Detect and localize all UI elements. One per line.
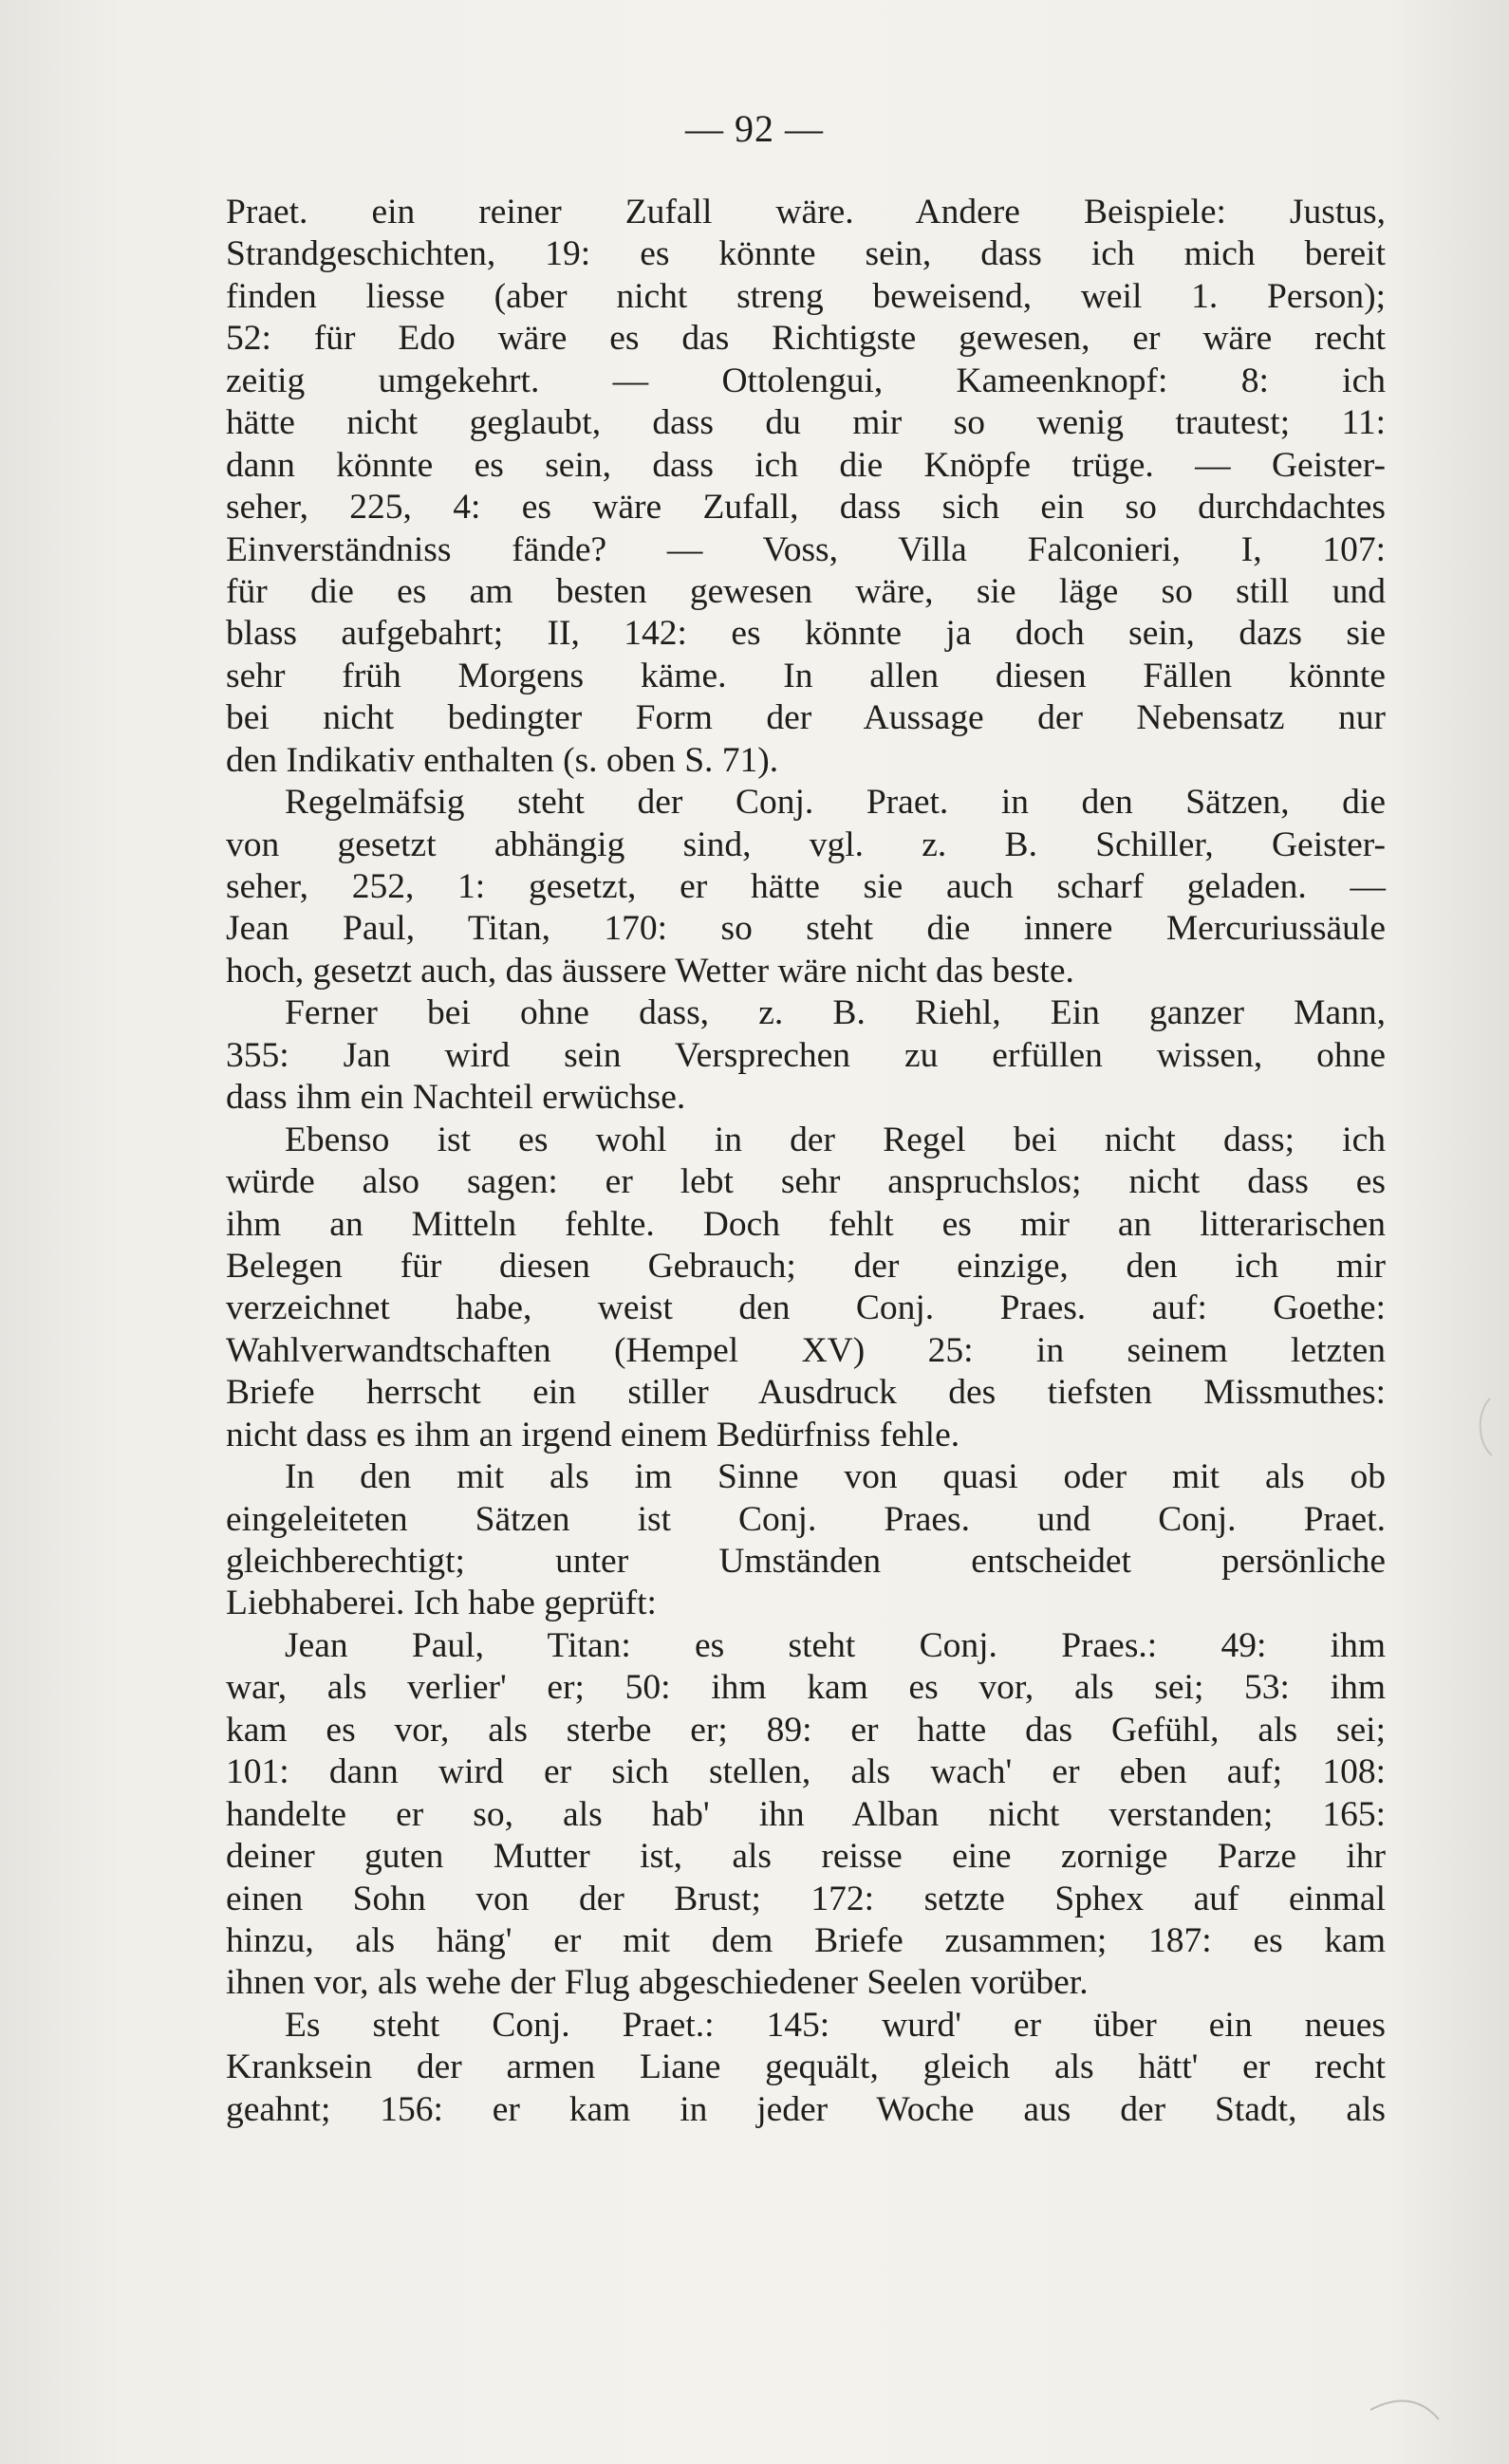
text-line: finden liesse (aber nicht streng beweisend, weil 1. Person); (226, 276, 1386, 316)
show-through-mark (1469, 1395, 1498, 1461)
text-line: hoch, gesetzt auch, das äussere Wetter wäre nicht das beste. (226, 951, 1074, 991)
text-line: Strandgeschichten, 19: es könnte sein, dass ich mich bereit (226, 234, 1386, 274)
text-line: verzeichnet habe, weist den Conj. Praes. auf: Goethe: (226, 1288, 1386, 1328)
text-line: 101: dann wird er sich stellen, als wach' er eben auf; 108: (226, 1752, 1386, 1792)
text-line: für die es am besten gewesen wäre, sie läge so still und (226, 571, 1386, 611)
text-line: hinzu, als häng' er mit dem Briefe zusammen; 187: es kam (226, 1920, 1386, 1960)
text-line: zeitig umgekehrt. — Ottolengui, Kameenknopf: 8: ich (226, 361, 1386, 400)
text-line: gleichberechtigt; unter Umständen entscheidet persönliche (226, 1542, 1386, 1581)
text-line: ihnen vor, als wehe der Flug abgeschiedener Seelen vorüber. (226, 1963, 1089, 2003)
text-line: kam es vor, als sterbe er; 89: er hatte das Gefühl, als sei; (226, 1710, 1386, 1750)
text-line: hätte nicht geglaubt, dass du mir so wenig trautest; 11: (226, 403, 1386, 443)
text-line: ihm an Mitteln fehlte. Doch fehlt es mir an litterarischen (226, 1204, 1386, 1244)
text-line: Briefe herrscht ein stiller Ausdruck des tiefsten Missmuthes: (226, 1373, 1386, 1413)
text-line: war, als verlier' er; 50: ihm kam es vor, als sei; 53: ihm (226, 1668, 1386, 1708)
text-line: seher, 225, 4: es wäre Zufall, dass sich ein so durchdachtes (226, 488, 1386, 528)
text-line: dass ihm ein Nachteil erwüchse. (226, 1078, 686, 1118)
text-line: deiner guten Mutter ist, als reisse eine zornige Parze ihr (226, 1837, 1386, 1877)
text-line: Liebhaberei. Ich habe geprüft: (226, 1584, 657, 1623)
text-line: den Indikativ enthalten (s. oben S. 71). (226, 740, 779, 780)
text-line: seher, 252, 1: gesetzt, er hätte sie auch scharf geladen. — (226, 867, 1386, 906)
paragraph-start: In den mit als im Sinne von quasi oder mit als ob (285, 1457, 1386, 1497)
text-line: blass aufgebahrt; II, 142: es könnte ja doch sein, dazs sie (226, 614, 1386, 654)
text-line: Belegen für diesen Gebrauch; der einzige, den ich mir (226, 1246, 1386, 1286)
paragraph-start: Ferner bei ohne dass, z. B. Riehl, Ein ganzer Mann, (285, 993, 1386, 1033)
text-line: würde also sagen: er lebt sehr anspruchslos; nicht dass es (226, 1162, 1386, 1202)
text-line: bei nicht bedingter Form der Aussage der Nebensatz nur (226, 698, 1386, 738)
text-line: Praet. ein reiner Zufall wäre. Andere Beispiele: Justus, (226, 193, 1386, 232)
text-line: von gesetzt abhängig sind, vgl. z. B. Schiller, Geister- (226, 824, 1386, 864)
paragraph-start: Ebenso ist es wohl in der Regel bei nicht dass; ich (285, 1120, 1386, 1159)
text-line: eingeleiteten Sätzen ist Conj. Praes. und Conj. Praet. (226, 1499, 1386, 1539)
text-line: Kranksein der armen Liane gequält, gleich als hätt' er recht (226, 2047, 1386, 2087)
text-line: Wahlverwandtschaften (Hempel XV) 25: in seinem letzten (226, 1330, 1386, 1370)
body-text (226, 192, 1386, 2131)
text-line: sehr früh Morgens käme. In allen diesen Fällen könnte (226, 656, 1386, 695)
page-number: — 92 — (685, 107, 824, 150)
text-line: einen Sohn von der Brust; 172: setzte Sphex auf einmal (226, 1879, 1386, 1918)
text-line: geahnt; 156: er kam in jeder Woche aus der Stadt, als (226, 2089, 1386, 2129)
text-line: handelte er so, als hab' ihn Alban nicht verstanden; 165: (226, 1794, 1386, 1834)
paragraph-start: Regelmäfsig steht der Conj. Praet. in den Sätzen, die (285, 783, 1386, 823)
text-line: 52: für Edo wäre es das Richtigste gewesen, er wäre recht (226, 319, 1386, 359)
text-line: nicht dass es ihm an irgend einem Bedürfniss fehle. (226, 1415, 960, 1454)
text-line: 355: Jan wird sein Versprechen zu erfüllen wissen, ohne (226, 1035, 1386, 1075)
text-line: Jean Paul, Titan, 170: so steht die innere Mercuriussäule (226, 909, 1386, 949)
paragraph-start: Es steht Conj. Praet.: 145: wurd' er über ein neues (285, 2005, 1386, 2045)
text-line: dann könnte es sein, dass ich die Knöpfe trüge. — Geister- (226, 445, 1386, 485)
corner-mark (1367, 2391, 1443, 2429)
paragraph-start: Jean Paul, Titan: es steht Conj. Praes.: 49: ihm (285, 1625, 1386, 1665)
text-line: Einverständniss fände? — Voss, Villa Falconieri, I, 107: (226, 529, 1386, 569)
